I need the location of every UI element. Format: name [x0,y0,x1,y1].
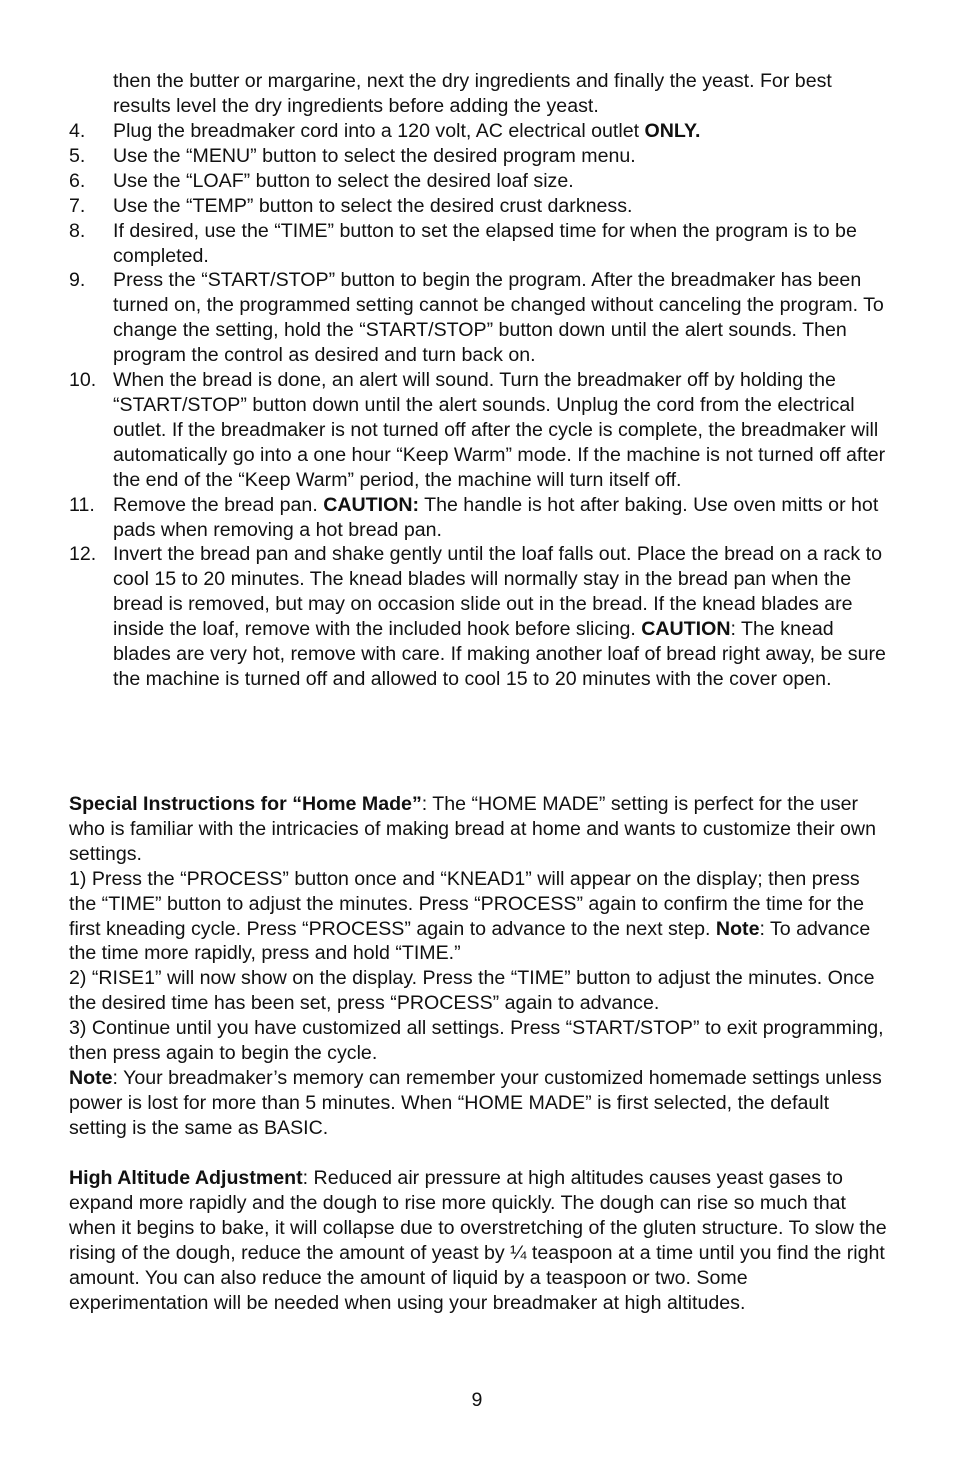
home-made-step-2: 2) “RISE1” will now show on the display. Press the “TIME” button to adjust the minutes. Once the desired time has been set, press “PROCESS” again to advance. [69,967,875,1015]
step-text: Use the “TEMP” button to select the desired crust darkness. [113,194,633,217]
note-label: Note [69,1066,113,1089]
step-text: : The knead blades are very hot, remove with care. If making another loaf of bread right away, be sure the machine is turned off and allowed to cool 15 to 20 minutes with the cover open. [113,618,886,690]
step-number: 6. [69,169,86,192]
steps-list [69,119,889,692]
step-emphasis: ONLY. [644,120,701,142]
high-altitude-section [69,1166,889,1315]
section-heading: High Altitude Adjustment [69,1167,303,1189]
home-made-note [69,1066,889,1141]
step-number: 11. [69,493,95,516]
step-number: 12. [69,543,97,566]
step-text: The handle is hot after baking. Use oven mitts or hot pads when removing a hot bread pan. [113,493,879,541]
continuation-text: then the butter or margarine, next the dry ingredients and finally the yeast. For best results level the dry ingredients before adding the yeast. [113,70,832,117]
step-number: 4. [69,120,86,142]
home-made-section [69,792,889,1141]
list-item [69,144,889,169]
step-text: If desired, use the “TIME” button to set the elapsed time for when the program is to be completed. [113,219,857,267]
step-text: Use the “LOAF” button to select the desired loaf size. [113,169,574,192]
paragraph-text: : Reduced air pressure at high altitudes causes yeast gases to expand more rapidly and the dough to rise more quickly. The dough can rise so much that when it begins to bake, it will collapse due to overstretching of the gluten structure. To slow the rising of the dough, reduce the amount of yeast by ¼ teaspoon at a time until you find the right amount. You can also reduce the amount of liquid by a teaspoon or two. Some experimentation will be needed when using your breadmaker at high altitudes. [69,1167,887,1314]
list-item [69,268,889,368]
paragraph-text: 1) Press the “PROCESS” button once and “KNEAD1” will appear on the display; then press the “TIME” button to adjust the minutes. Press “PROCESS” again to confirm the time for the first kneading cycle. Press “PROCESS” again to advance to the next step. [69,867,864,940]
caution-label: CAUTION [641,618,731,641]
paragraph-text: : To advance the time more rapidly, press and hold “TIME.” [69,917,871,965]
step-number: 10. [69,369,97,392]
step-text: Remove the bread pan. [113,493,324,516]
step-number: 5. [69,144,86,167]
section-heading: Special Instructions for “Home Made” [69,793,422,815]
home-made-intro [69,792,889,867]
page-number: 9 [471,1389,483,1411]
list-item [69,542,889,691]
caution-label: CAUTION: [323,493,420,516]
paragraph-text: : Your breadmaker’s memory can remember your customized homemade settings unless power is lost for more than 5 minutes. When “HOME MADE” is first selected, the default setting is the same as BASIC. [69,1066,882,1139]
list-item [69,119,889,144]
step-text: Plug the breadmaker cord into a 120 volt, AC electrical outlet [113,120,645,142]
home-made-step-1 [69,867,889,967]
home-made-step-3: 3) Continue until you have customized all settings. Press “START/STOP” to exit programming, then press again to begin the cycle. [69,1017,884,1065]
step-number: 7. [69,194,86,217]
step-text: Press the “START/STOP” button to begin the program. After the breadmaker has been turned on, the programmed setting cannot be changed without canceling the program. To change the setting, hold the “START/STOP” button down until the alert sounds. Then program the control as desired and turn back on. [113,269,884,367]
step-number: 9. [69,269,86,292]
list-item [69,368,889,493]
note-label: Note [715,917,760,940]
step-text: When the bread is done, an alert will sound. Turn the breadmaker off by holding the “START/STOP” button down until the alert sounds. Unplug the cord from the electrical outlet. If the breadmaker is not turned off after the cycle is complete, the breadmaker will automatically go into a one hour “Keep Warm” mode. If the machine is not turned off after the end of the “Keep Warm” period, the machine will turn itself off. [113,369,886,491]
step-text: Use the “MENU” button to select the desired program menu. [113,144,636,167]
step-text: Invert the bread pan and shake gently until the loaf falls out. Place the bread on a rack to cool 15 to 20 minutes. The knead blades will normally stay in the bread pan when the bread is removed, but may on occasion slide out in the bread. If the knead blades are inside the loaf, remove with the included hook before slicing. [113,543,883,641]
list-item [69,493,889,543]
paragraph-text: : The “HOME MADE” setting is perfect for the user who is familiar with the intricacies of making bread at home and wants to customize their own settings. [69,793,876,865]
list-item [69,219,889,269]
step-number: 8. [69,219,86,242]
list-item [69,169,889,194]
list-item [69,194,889,219]
